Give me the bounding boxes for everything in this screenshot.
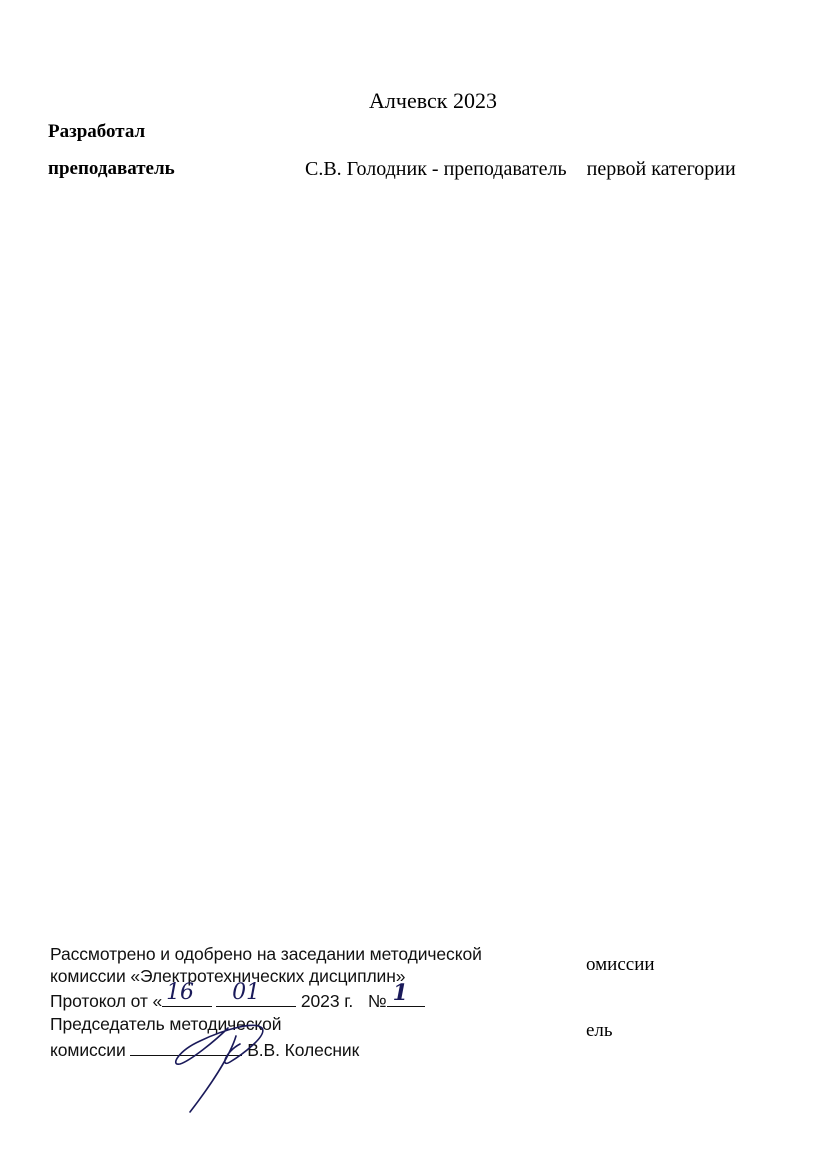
handwritten-signature [40,936,600,1116]
protocol-month: 01 [232,980,260,1005]
overflow-text-chairman: ель [586,1020,613,1041]
approval-stamp [40,936,600,1116]
protocol-number-label: № [367,991,387,1011]
protocol-number: 1 [392,980,408,1006]
signature-prefix: комиссии [50,1040,126,1060]
developer-name [305,158,736,181]
overflow-text-commission: омиссии [586,954,655,975]
stamp-line-chairman: Председатель методической [50,1014,282,1034]
developed-by-label: Разработал [48,121,146,142]
developer-name-text: С.В. Голодник - преподаватель [305,158,567,180]
teacher-label: преподаватель [48,158,175,179]
protocol-day: 16 [166,980,194,1005]
chairman-name: В.В. Колесник [247,1040,360,1060]
protocol-prefix: Протокол от « [50,991,163,1011]
stamp-line-approved: Рассмотрено и одобрено на заседании методической [50,944,482,964]
developer-category: первой категории [586,158,736,180]
stamp-line-commission: комиссии «Электротехнических дисциплин» [50,966,406,986]
city-year: Алчевск 2023 [369,88,497,113]
protocol-year: 2023 г. [300,991,354,1011]
